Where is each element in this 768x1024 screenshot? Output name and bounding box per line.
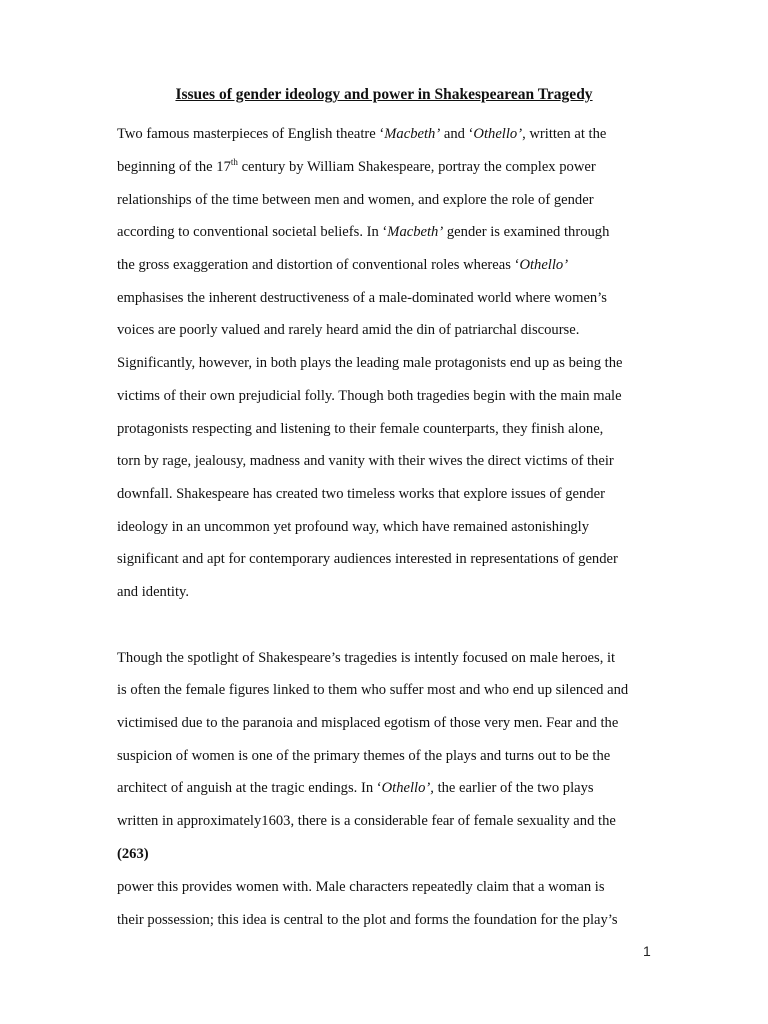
- body-line: is often the female figures linked to them who suffer most and who end up silenced and: [117, 682, 629, 698]
- italic-title-macbeth: Macbeth’: [387, 224, 444, 240]
- body-line: ideology in an uncommon yet profound way, which have remained astonishingly: [117, 519, 590, 535]
- body-line: [117, 255, 568, 275]
- body-line: emphasises the inherent destructiveness of a male-dominated world where women’s: [117, 290, 607, 306]
- text-run: Two famous masterpieces of English theatre ‘: [117, 126, 385, 142]
- word-count-marker: (263): [117, 846, 149, 862]
- text-run: century by William Shakespeare, portray the complex power: [237, 159, 596, 175]
- document-title: Issues of gender ideology and power in Shakespearean Tragedy: [175, 86, 593, 103]
- body-line: torn by rage, jealousy, madness and vanity with their wives the direct victims of their: [117, 453, 614, 469]
- body-line: voices are poorly valued and rarely heard amid the din of patriarchal discourse.: [117, 322, 580, 338]
- superscript: th: [230, 157, 238, 168]
- text-run: and ‘: [440, 126, 474, 142]
- body-line: downfall. Shakespeare has created two timeless works that explore issues of gender: [117, 486, 605, 502]
- body-line: [117, 222, 609, 242]
- body-line: significant and apt for contemporary audiences interested in representations of gender: [117, 551, 618, 567]
- italic-title-othello: Othello’: [519, 257, 569, 273]
- page-number: 1: [643, 943, 651, 959]
- text-run: beginning of the 17: [117, 159, 231, 175]
- body-line: relationships of the time between men and women, and explore the role of gender: [117, 192, 594, 208]
- body-line: victimised due to the paranoia and misplaced egotism of those very men. Fear and the: [117, 715, 619, 731]
- body-line: protagonists respecting and listening to their female counterparts, they finish alone,: [117, 421, 604, 437]
- body-line: suspicion of women is one of the primary themes of the plays and turns out to be the: [117, 748, 611, 764]
- body-line: Though the spotlight of Shakespeare’s tragedies is intently focused on male heroes, it: [117, 650, 616, 666]
- body-line: [117, 124, 606, 144]
- body-line: written in approximately1603, there is a considerable fear of female sexuality and the: [117, 813, 616, 829]
- text-run: according to conventional societal beliefs. In ‘: [117, 224, 388, 240]
- body-line: their possession; this idea is central to the plot and forms the foundation for the play’s: [117, 912, 618, 928]
- text-run: the earlier of the two plays: [433, 780, 594, 796]
- body-line: power this provides women with. Male characters repeatedly claim that a woman is: [117, 879, 605, 895]
- body-line: [117, 778, 594, 798]
- body-line: [117, 157, 596, 177]
- body-line: and identity.: [117, 584, 190, 600]
- italic-title-othello: Othello’: [473, 126, 523, 142]
- text-run: gender is examined through: [443, 224, 610, 240]
- body-line: victims of their own prejudicial folly. Though both tragedies begin with the main male: [117, 388, 622, 404]
- body-line: Significantly, however, in both plays the leading male protagonists end up as being the: [117, 355, 623, 371]
- text-run: the gross exaggeration and distortion of conventional roles whereas ‘: [117, 257, 520, 273]
- italic-title-macbeth: Macbeth’: [384, 126, 441, 142]
- text-run: architect of anguish at the tragic endings. In ‘: [117, 780, 382, 796]
- italic-title-othello: Othello’,: [381, 780, 434, 796]
- text-run: , written at the: [522, 126, 607, 142]
